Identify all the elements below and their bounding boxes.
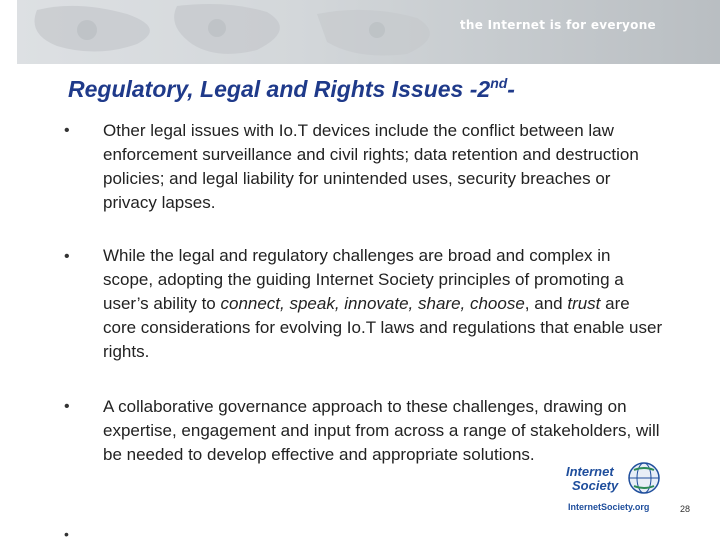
title-suffix: - [507, 76, 515, 102]
bullet-marker: • [64, 398, 70, 415]
tagline: the Internet is for everyone [459, 18, 656, 32]
bullet-marker: • [64, 248, 70, 265]
header-banner [17, 0, 720, 64]
bullet-2-emphasis: connect, speak, innovate, share, choose [220, 294, 525, 313]
bullet-2 [103, 244, 663, 364]
bullet-2-text: , and [524, 294, 568, 313]
bullet-2-text: are core considerations for evolving Io.T laws and regulations that enable user rights. [103, 294, 663, 361]
logo-url: InternetSociety.org [568, 502, 650, 512]
bullet-marker: • [64, 122, 70, 139]
globe-icon [562, 458, 662, 502]
bullet-marker: • [64, 526, 69, 542]
bullet-3: A collaborative governance approach to these challenges, drawing on expertise, engagement and input from across a range of stakeholders, will be needed to develop effective and appropriate solutions. [103, 397, 660, 464]
slide-title [68, 75, 515, 103]
logo-line-2: Society [572, 478, 619, 493]
world-map-graphic [17, 0, 720, 64]
bullet-2-text: While the legal and regulatory challenges are broad and complex in scope, adopting the guiding Internet Society principles of promoting a user’s ability to [103, 246, 624, 313]
bullet-2-emphasis: trust [567, 294, 601, 313]
page-number: 28 [680, 504, 691, 514]
title-superscript: nd [490, 75, 508, 91]
logo-line-1: Internet [566, 464, 614, 479]
title-text: Regulatory, Legal and Rights Issues -2 [68, 76, 491, 102]
bullet-1: Other legal issues with Io.T devices include the conflict between law enforcement surveillance and civil rights; data retention and destruction policies; and legal liability for unintended uses, security breaches or privacy lapses. [103, 121, 639, 212]
